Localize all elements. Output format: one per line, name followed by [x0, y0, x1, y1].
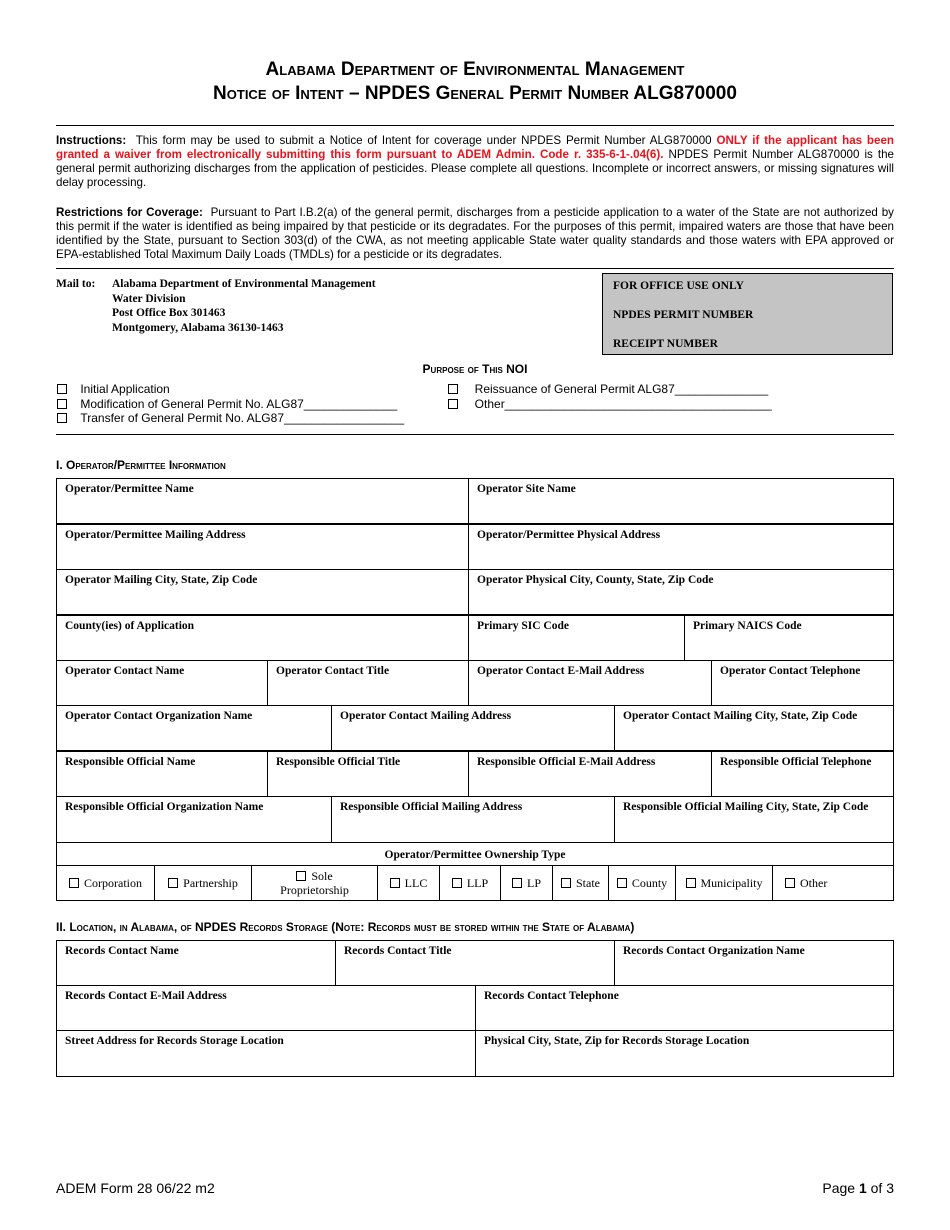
ownership-other[interactable]: Other — [772, 865, 894, 901]
checkbox[interactable] — [57, 413, 67, 423]
checkbox[interactable] — [452, 878, 462, 888]
receipt-number-label: RECEIPT NUMBER — [613, 338, 718, 350]
operator-contact-email-field[interactable]: Operator Contact E-Mail Address — [468, 660, 712, 706]
records-street-address-field[interactable]: Street Address for Records Storage Location — [56, 1030, 476, 1077]
operator-physical-city-field[interactable]: Operator Physical City, County, State, Zip Code — [468, 569, 894, 615]
purpose-transfer[interactable]: Transfer of General Permit No. ALG87__________________ — [57, 411, 404, 426]
operator-physical-address-field[interactable]: Operator/Permittee Physical Address — [468, 524, 894, 570]
divider — [56, 125, 894, 126]
section-2-title: II. Location, in Alabama, of NPDES Records Storage (Note: Records must be stored within the State of Alabama) — [56, 920, 635, 934]
instructions-warning: ONLY if the applicant has been granted a waiver from electronically submitting this form pursuant to ADEM Admin. Code r. 335-6-1-.04(6). — [56, 134, 894, 161]
mail-to-label: Mail to: — [56, 278, 96, 290]
responsible-official-title-field[interactable]: Responsible Official Title — [267, 751, 469, 797]
checkbox[interactable] — [448, 399, 458, 409]
purpose-modification[interactable]: Modification of General Permit No. ALG87______________ — [57, 397, 404, 412]
mail-address — [112, 277, 376, 335]
responsible-official-telephone-field[interactable]: Responsible Official Telephone — [711, 751, 894, 797]
primary-sic-code-field[interactable]: Primary SIC Code — [468, 615, 685, 661]
responsible-official-email-field[interactable]: Responsible Official E-Mail Address — [468, 751, 712, 797]
ownership-county[interactable]: County — [608, 865, 676, 901]
records-contact-organization-field[interactable]: Records Contact Organization Name — [614, 940, 894, 986]
instructions-text-2: NPDES Permit Number ALG870000 is the general permit authorizing discharges from the application of pesticides. Please complete all questions. Incomplete or incorrect answers, or missing signatures will delay processing. — [56, 148, 894, 189]
operator-mailing-city-field[interactable]: Operator Mailing City, State, Zip Code — [56, 569, 469, 615]
restrictions-text: Pursuant to Part I.B.2(a) of the general permit, discharges from a pesticide application to a water of the State are not authorized by this permit if the water is identified as being impaired by that pesticide or its degradates. For the purposes of this permit, impaired waters are those that have been identified by the State, pursuant to Section 303(d) of the CWA, as not meeting applicable State water quality standards and those waters with EPA approved or EPA-established Total Maximum Daily Loads (TMDLs) for a pesticide or its degradates. — [56, 206, 894, 261]
records-physical-city-field[interactable]: Physical City, State, Zip for Records Storage Location — [475, 1030, 894, 1077]
operator-permittee-name-field[interactable]: Operator/Permittee Name — [56, 478, 469, 524]
operator-contact-telephone-field[interactable]: Operator Contact Telephone — [711, 660, 894, 706]
purpose-options-right — [448, 382, 772, 411]
ownership-partnership[interactable]: Partnership — [154, 865, 252, 901]
records-contact-name-field[interactable]: Records Contact Name — [56, 940, 336, 986]
mail-line: Alabama Department of Environmental Management — [112, 278, 376, 290]
operator-site-name-field[interactable]: Operator Site Name — [468, 478, 894, 524]
ownership-state[interactable]: State — [552, 865, 609, 901]
form-title-notice: Notice of Intent – NPDES General Permit Number ALG870000 — [213, 83, 737, 104]
responsible-official-mailing-address-field[interactable]: Responsible Official Mailing Address — [331, 796, 615, 843]
section-1-title: I. Operator/Permittee Information — [56, 458, 226, 472]
operator-contact-organization-field[interactable]: Operator Contact Organization Name — [56, 705, 332, 751]
divider — [56, 434, 894, 435]
instructions-paragraph — [56, 134, 894, 190]
checkbox[interactable] — [785, 878, 795, 888]
restrictions-label: Restrictions for Coverage: — [56, 206, 203, 219]
mail-line: Post Office Box 301463 — [112, 307, 226, 319]
checkbox[interactable] — [57, 384, 67, 394]
checkbox[interactable] — [168, 878, 178, 888]
ownership-municipality[interactable]: Municipality — [675, 865, 773, 901]
page-number: Page 1 of 3 — [822, 1180, 894, 1196]
office-use-title: FOR OFFICE USE ONLY — [613, 280, 744, 292]
responsible-official-name-field[interactable]: Responsible Official Name — [56, 751, 268, 797]
purpose-options-left — [57, 382, 404, 426]
purpose-initial-application[interactable]: Initial Application — [57, 382, 404, 397]
checkbox[interactable] — [512, 878, 522, 888]
operator-contact-mailing-city-field[interactable]: Operator Contact Mailing City, State, Zip Code — [614, 705, 894, 751]
operator-contact-title-field[interactable]: Operator Contact Title — [267, 660, 469, 706]
purpose-other[interactable]: Other________________________________________ — [448, 397, 772, 412]
office-use-box — [602, 273, 893, 355]
mail-line: Water Division — [112, 292, 186, 305]
form-title-agency: Alabama Department of Environmental Management — [265, 59, 685, 80]
form-number: ADEM Form 28 06/22 m2 — [56, 1180, 215, 1196]
mail-line: Montgomery, Alabama 36130-1463 — [112, 321, 284, 334]
ownership-corporation[interactable]: Corporation — [56, 865, 155, 901]
purpose-title: Purpose of This NOI — [422, 362, 528, 376]
checkbox[interactable] — [617, 878, 627, 888]
ownership-type-title: Operator/Permittee Ownership Type — [56, 842, 894, 866]
divider — [56, 268, 894, 269]
primary-naics-code-field[interactable]: Primary NAICS Code — [684, 615, 894, 661]
records-contact-title-field[interactable]: Records Contact Title — [335, 940, 615, 986]
records-contact-telephone-field[interactable]: Records Contact Telephone — [475, 985, 894, 1031]
npdes-permit-number-label: NPDES PERMIT NUMBER — [613, 309, 754, 321]
records-contact-email-field[interactable]: Records Contact E-Mail Address — [56, 985, 476, 1031]
checkbox[interactable] — [448, 384, 458, 394]
checkbox[interactable] — [561, 878, 571, 888]
ownership-llp[interactable]: LLP — [439, 865, 501, 901]
checkbox[interactable] — [57, 399, 67, 409]
ownership-lp[interactable]: LP — [500, 865, 553, 901]
ownership-llc[interactable]: LLC — [377, 865, 440, 901]
checkbox[interactable] — [69, 878, 79, 888]
responsible-official-organization-field[interactable]: Responsible Official Organization Name — [56, 796, 332, 843]
restrictions-paragraph — [56, 206, 894, 262]
checkbox[interactable] — [296, 871, 306, 881]
operator-contact-name-field[interactable]: Operator Contact Name — [56, 660, 268, 706]
responsible-official-mailing-city-field[interactable]: Responsible Official Mailing City, State, Zip Code — [614, 796, 894, 843]
checkbox[interactable] — [686, 878, 696, 888]
checkbox[interactable] — [390, 878, 400, 888]
operator-contact-mailing-address-field[interactable]: Operator Contact Mailing Address — [331, 705, 615, 751]
operator-mailing-address-field[interactable]: Operator/Permittee Mailing Address — [56, 524, 469, 570]
instructions-text: This form may be used to submit a Notice of Intent for coverage under NPDES Permit Number ALG870000 — [135, 134, 712, 147]
purpose-reissuance[interactable]: Reissuance of General Permit ALG87______________ — [448, 382, 772, 397]
counties-of-application-field[interactable]: County(ies) of Application — [56, 615, 469, 661]
ownership-sole-proprietorship[interactable]: Sole Proprietorship — [251, 865, 378, 901]
instructions-label: Instructions: — [56, 134, 127, 147]
